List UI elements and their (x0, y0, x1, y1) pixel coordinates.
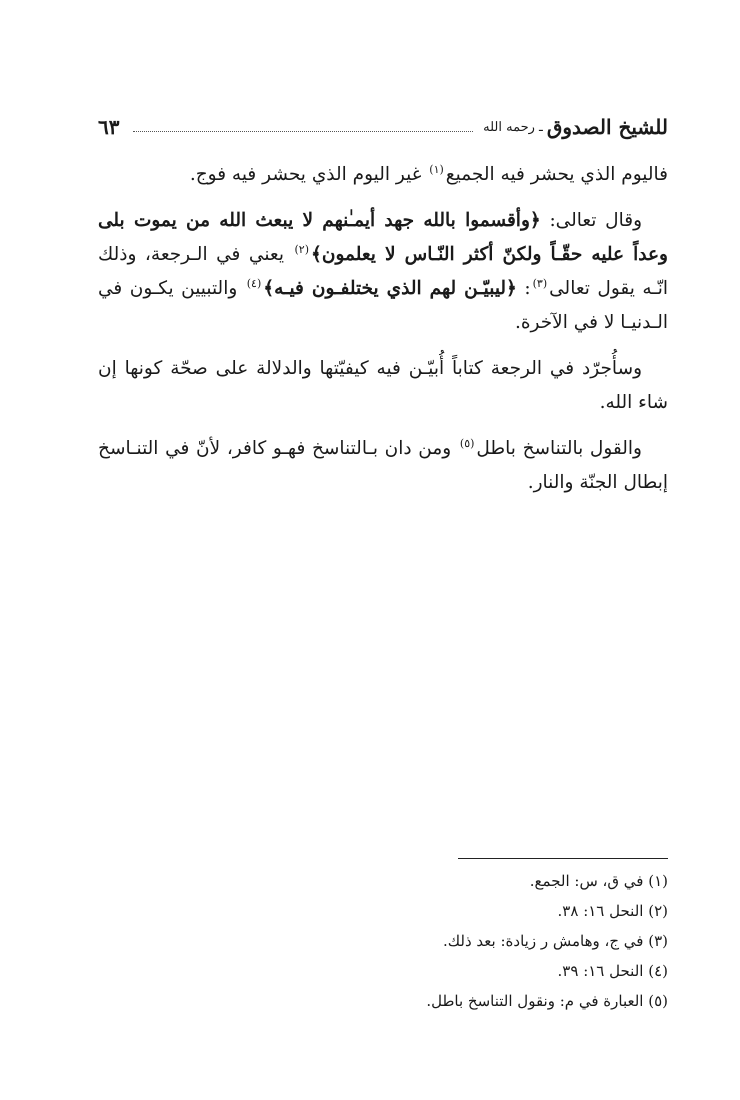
running-author-suffix: ـ رحمه الله (483, 119, 543, 135)
paragraph-2-colon: : (516, 278, 531, 299)
paragraph-2-middle: يعني في الـرجعة، وذلك انّـه يقول تعالى (98, 244, 668, 299)
paragraph-4-head: والقول بالتناسخ باطل (476, 438, 642, 459)
header-dot-leader (133, 131, 473, 132)
paragraph-1-tail: غير اليوم الذي يحشر فيه فوج. (189, 164, 428, 185)
footnote-ref-1: (١) (429, 162, 444, 176)
running-header (98, 112, 668, 142)
paragraph-4-tail: ومن دان بـالتناسخ فهـو كافر، لأنّ في التنـاسخ إبطال الجنّة والنار. (98, 438, 668, 493)
paragraph-1-text: فاليوم الذي يحشر فيه الجميع (445, 164, 668, 185)
footnote-ref-4: (٤) (246, 276, 262, 290)
running-title: للشيخ الصدوق (546, 115, 668, 139)
footnote-1: (١) في ق، س: الجمع. (529, 872, 668, 890)
paragraph-2-tail: والتبيين يكـون في الـدنيـا لا في الآخرة. (98, 278, 668, 333)
quran-verse-1: ﴿وأقسموا بالله جهد أيمـٰنهم لا يبعث الله من يموت بلى وعداً عليه حقّـاً ولكنّ أكثر النّـاس لا يعلمون﴾ (98, 210, 668, 265)
footnote-5: (٥) العبارة في م: ونقول التناسخ باطل. (426, 992, 668, 1010)
main-text (98, 158, 668, 512)
paragraph-2 (98, 204, 668, 340)
paragraph-2-intro: وقال تعالى: (540, 210, 643, 231)
footnote-ref-3: (٣) (532, 276, 548, 290)
footnotes (98, 866, 668, 1016)
footnote-3: (٣) في ج، وهامش ر زيادة: بعد ذلك. (443, 932, 668, 950)
page-number: ٦٣ (98, 115, 120, 139)
quran-verse-2: ﴿ليبيّـن لهم الذي يختلفـون فيـه﴾ (263, 278, 517, 299)
paragraph-4 (98, 432, 668, 500)
footnote-4: (٤) النحل ١٦: ٣٩. (557, 962, 668, 980)
paragraph-3-text: وسأُجرّد في الرجعة كتاباً أُبيّـن فيه كيفيّتها والدلالة على صحّة كونها إن شاء الله. (98, 358, 668, 413)
footnote-ref-2: (٢) (294, 242, 310, 256)
footnote-ref-5: (٥) (459, 436, 475, 450)
paragraph-1 (98, 158, 668, 192)
footnote-separator (458, 858, 668, 859)
footnote-2: (٢) النحل ١٦: ٣٨. (557, 902, 668, 920)
paragraph-3 (98, 352, 668, 420)
